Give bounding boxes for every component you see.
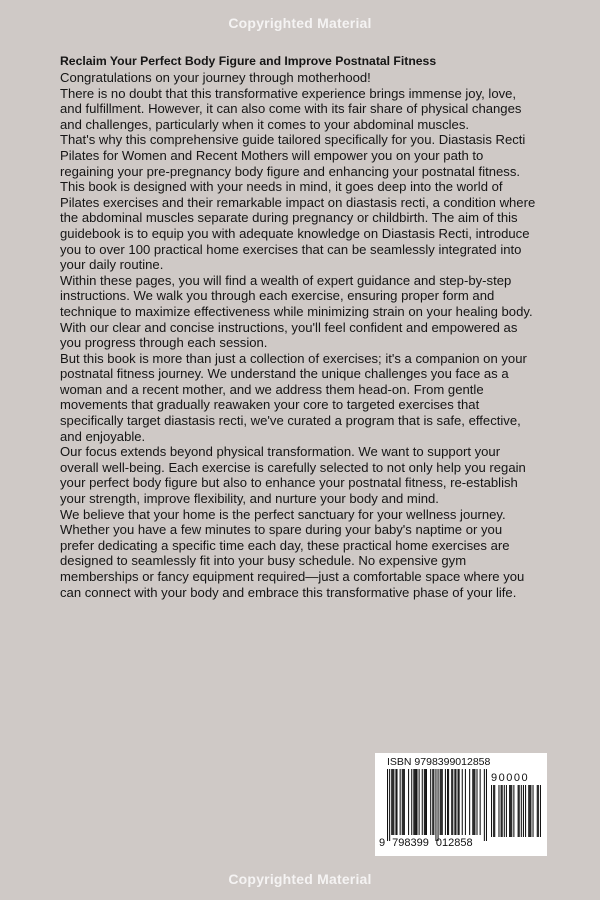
ean-bar [440,769,441,835]
addon-bar [518,785,519,837]
watermark-bottom: Copyrighted Material [228,871,372,887]
ean-bar [408,769,409,835]
ean-digits: 9 798399 012858 [379,837,473,849]
price-code: 90000 [491,772,530,784]
blurb-heading: Reclaim Your Perfect Body Figure and Improve Postnatal Fitness [60,54,437,68]
addon-bar [509,785,510,837]
addon-bar [498,785,499,837]
addon-bar [506,785,507,837]
ean-bar [452,769,453,835]
ean-bar [403,769,404,835]
ean-bar [476,769,477,835]
blurb-paragraph: We believe that your home is the perfect sanctuary for your wellness journey. Whether you have a few minutes to spare during your baby's naptime or you prefer dedicating a specific time each day, these practical home exercises are designed to seamlessly fit into your busy schedule. No expensive gym memberships or fancy equipment required—just a comfortable space where you can connect with your body and embrace this transformative phase of your life. [60,506,525,600]
ean-bar [422,769,423,835]
addon-bar [510,785,511,837]
ean-bar [432,769,433,835]
addon-bar [529,785,530,837]
ean-bar [447,769,448,835]
ean-bar [415,769,416,835]
ean-bar [396,769,397,835]
addon-bar [532,785,533,837]
ean-bar [402,769,403,835]
back-cover-blurb [60,53,536,600]
ean-bar [430,769,431,835]
blurb-paragraph: Within these pages, you will find a wealth of expert guidance and step-by-step instructions. We walk you through each exercise, ensuring proper form and technique to maximize effectiveness while minimizing strain on your healing body. With our clear and concise instructions, you'll feel confident and empowered as you progress through each session. [60,272,533,351]
addon-bar [528,785,529,837]
addon-bar [513,785,514,837]
addon-bar [525,785,526,837]
ean-bar [442,769,443,835]
ean-bar [486,769,487,841]
blurb-paragraph: Congratulations on your journey through motherhood! [60,70,371,85]
ean-bar [400,769,401,835]
isbn-barcode [375,753,547,856]
ean-bar [404,769,405,835]
blurb-paragraph: There is no doubt that this transformative experience brings immense joy, love, and fulfillment. However, it can also come with its fair share of physical changes and challenges, particularly when it comes to your abdominal muscles. [60,85,522,132]
ean-bar [480,769,481,835]
ean-bar [413,769,414,835]
ean-bar [414,769,415,835]
isbn-label: ISBN 9798399012858 [387,756,491,768]
ean-bar [438,769,439,841]
blurb-paragraph: Our focus extends beyond physical transformation. We want to support your overall well-being. Each exercise is carefully selected to not only help you regain your perfect body figure but also to enhance your postnatal fitness, re-establish your strength, improve flexibility, and nurture your body and mind. [60,444,526,507]
ean-bar [448,769,449,835]
ean-bar [425,769,426,835]
watermark-top: Copyrighted Material [228,15,372,31]
ean-bar [474,769,475,835]
addon-bar [538,785,539,837]
ean-bar [465,769,466,835]
ean-bar [451,769,452,835]
addon-bar [521,785,522,837]
addon-bar [511,785,512,837]
addon-bar [501,785,502,837]
blurb-paragraph: But this book is more than just a collection of exercises; it's a companion on your postnatal fitness journey. We understand the unique challenges you face as a woman and a recent mother, and we address them head-on. From gentle movements that gradually reawaken your core to targeted exercises that specifically target diastasis recti, we've curated a program that is safe, effective, and enjoyable. [60,350,527,444]
ean-bar [419,769,420,835]
addon-bar [519,785,520,837]
ean-bar [416,769,417,835]
ean-bar [391,769,392,835]
addon-bar [530,785,531,837]
ean-bar [392,769,393,835]
ean-bar [389,769,390,841]
ean-bar [445,769,446,835]
addon-bar [523,785,524,837]
ean-bar [441,769,442,835]
addon-bar [494,785,495,837]
addon-bar [502,785,503,837]
ean-bar [459,769,460,835]
ean-bar [424,769,425,835]
ean-bar [433,769,434,835]
ean-bar [454,769,455,835]
addon-bar [537,785,538,837]
ean-bar [472,769,473,835]
addon-bar [493,785,494,837]
addon-bar [491,785,492,837]
ean-bar [462,769,463,835]
ean-bar [393,769,394,835]
blurb-paragraph: This book is designed with your needs in mind, it goes deep into the world of Pilates exercises and their remarkable impact on diastasis recti, a condition where the abdominal muscles separate during pregnancy or childbirth. The aim of this guidebook is to equip you with adequate knowledge on Diastasis Recti, introduce you to over 100 practical home exercises that can be seamlessly integrated into your daily routine. [60,179,536,273]
ean-bar [426,769,427,835]
addon-bar [504,785,505,837]
addon-bar [540,785,541,837]
ean-bar [395,769,396,835]
ean-bar [387,769,388,841]
ean-bar [458,769,459,835]
ean-bar [484,769,485,841]
ean-bar [455,769,456,835]
ean-bar [469,769,470,835]
ean-bar [435,769,436,841]
ean-bar [473,769,474,835]
ean-barcode-bars [387,769,487,841]
blurb-paragraph: That's why this comprehensive guide tailored specifically for you. Diastasis Recti Pilates for Women and Recent Mothers will empower you on your path to regaining your pre-pregnancy body figure and enhancing your postnatal fitness. [60,132,526,179]
ean-bar [411,769,412,835]
addon-barcode-bars [491,785,541,837]
